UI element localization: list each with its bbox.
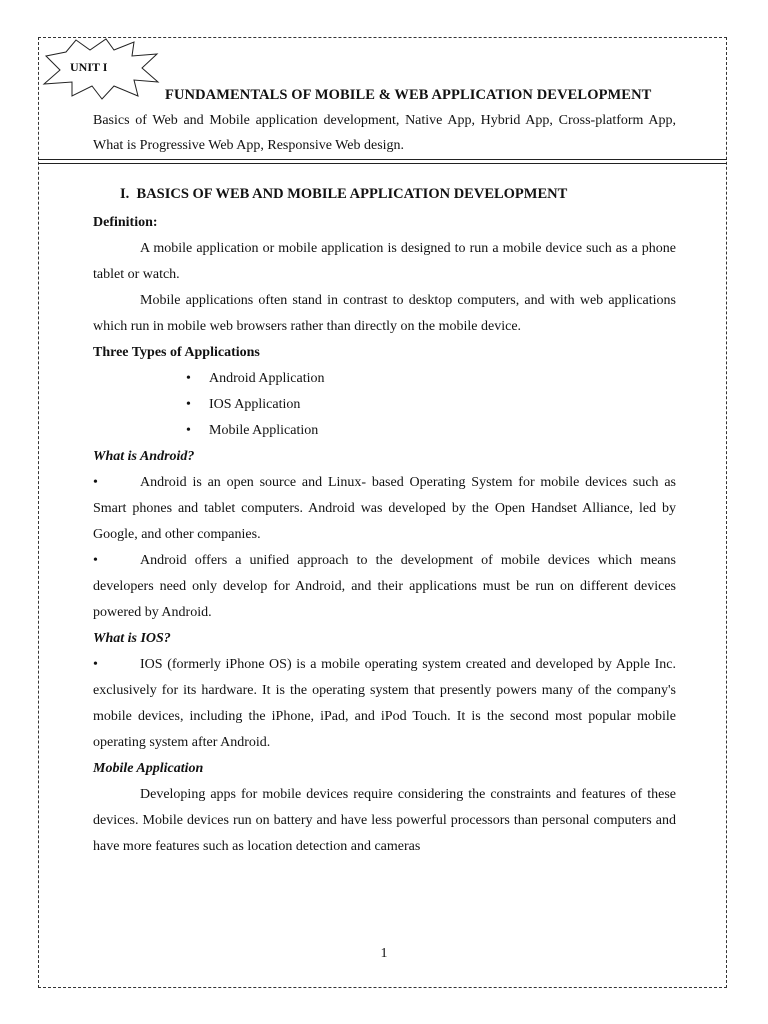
definition-heading: Definition: xyxy=(93,215,158,230)
paragraph: Mobile applications often stand in contrast to desktop computers, and with web applications which run in mobile web browsers rather than directly on the mobile device. xyxy=(93,293,676,334)
list-item: • Android Application xyxy=(186,366,676,392)
divider-rule xyxy=(38,159,727,160)
paragraph-text: IOS (formerly iPhone OS) is a mobile operating system created and developed by Apple Inc. exclusively for its hardware. It is the operating system that presently powers many of the company's mobile devices, including the iPhone, iPad, and iPod Touch. It is the second most popular mobile operating system after Android. xyxy=(93,657,676,750)
paragraph-text: Android offers a unified approach to the development of mobile devices which means developers need only develop for Android, and their applications must be run on different devices powered by Android. xyxy=(93,553,676,620)
paragraph: Developing apps for mobile devices require considering the constraints and features of these devices. Mobile devices run on battery and have less powerful processors than personal computers and have more features such as location detection and cameras xyxy=(93,787,676,854)
bullet-icon: • xyxy=(93,553,98,568)
unit-title: FUNDAMENTALS OF MOBILE & WEB APPLICATION DEVELOPMENT xyxy=(165,87,652,103)
app-types-list xyxy=(93,366,676,444)
bullet-icon: • xyxy=(93,475,98,490)
mobile-app-heading: Mobile Application xyxy=(93,761,204,776)
unit-label: UNIT I xyxy=(70,60,108,74)
bullet-paragraph xyxy=(93,548,676,626)
ios-heading: What is IOS? xyxy=(93,631,171,646)
section-heading: I. BASICS OF WEB AND MOBILE APPLICATION DEVELOPMENT xyxy=(120,186,568,202)
types-heading: Three Types of Applications xyxy=(93,345,260,360)
divider-rule xyxy=(38,163,727,164)
list-item: • Mobile Application xyxy=(186,418,676,444)
android-heading: What is Android? xyxy=(93,449,195,464)
paragraph: A mobile application or mobile application is designed to run a mobile device such as a phone tablet or watch. xyxy=(93,241,676,282)
main-content xyxy=(93,210,676,860)
list-item: • IOS Application xyxy=(186,392,676,418)
syllabus-text: Basics of Web and Mobile application development, Native App, Hybrid App, Cross-platform App, What is Progressive Web App, Responsive Web design. xyxy=(93,113,676,153)
bullet-paragraph xyxy=(93,652,676,756)
page-number: 1 xyxy=(380,946,388,961)
bullet-icon: • xyxy=(93,657,98,672)
paragraph-text: Android is an open source and Linux- based Operating System for mobile devices such as Smart phones and tablet computers. Android was developed by the Open Handset Alliance, led by Google, and other companies. xyxy=(93,475,676,542)
bullet-paragraph xyxy=(93,470,676,548)
